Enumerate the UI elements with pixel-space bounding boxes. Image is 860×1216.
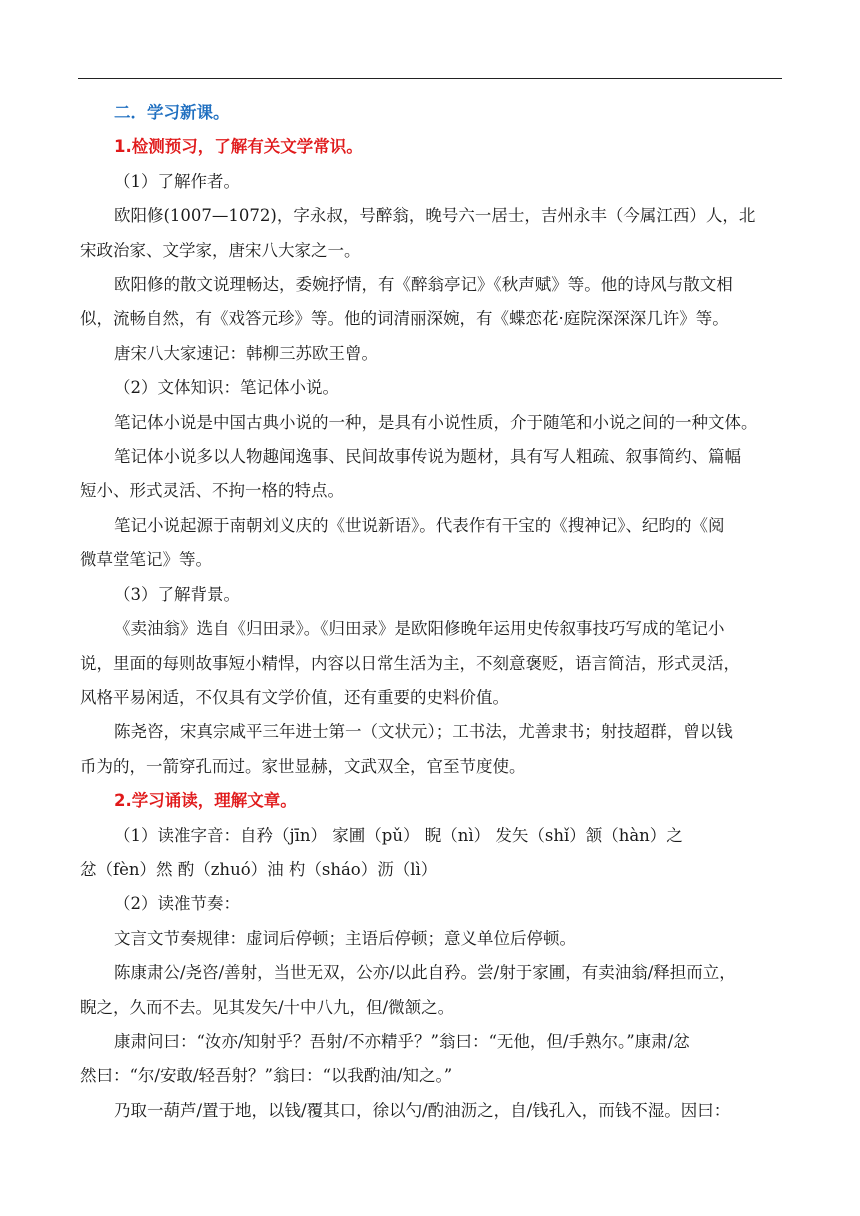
section-heading: 二．学习新课。 bbox=[114, 103, 230, 122]
paragraph-line: 乃取一葫芦/置于地，以钱/覆其口，徐以勺/酌油沥之，自/钱孔入，而钱不湿。因曰： bbox=[114, 1100, 731, 1120]
subsection-heading: 2.学习诵读，理解文章。 bbox=[114, 791, 297, 811]
paragraph-line: 似，流畅自然，有《戏答元珍》等。他的词清丽深婉，有《蝶恋花·庭院深深深几许》等。 bbox=[80, 309, 729, 329]
paragraph-line: 风格平易闲适，不仅具有文学价值，还有重要的史料价值。 bbox=[80, 687, 509, 707]
paragraph-line: 宋政治家、文学家，唐宋八大家之一。 bbox=[80, 240, 361, 260]
paragraph-line: 币为的，一箭穿孔而过。家世显赫，文武双全，官至节度使。 bbox=[80, 756, 526, 776]
paragraph-line: 笔记体小说多以人物趣闻逸事、民间故事传说为题材，具有写人粗疏、叙事简约、篇幅 bbox=[114, 447, 741, 467]
paragraph-line: 陈康肃公/尧咨/善射，当世无双，公亦/以此自矜。尝/射于家圃，有卖油翁/释担而立， bbox=[114, 963, 736, 983]
paragraph-line: 忿（fèn）然 酌（zhuó）油 杓（sháo）沥（lì） bbox=[80, 859, 438, 879]
subsection-heading: 1.检测预习，了解有关文学常识。 bbox=[114, 137, 363, 157]
paragraph-line: 唐宋八大家速记：韩柳三苏欧王曾。 bbox=[114, 343, 378, 363]
paragraph-line: 笔记小说起源于南朝刘义庆的《世说新语》。代表作有干宝的《搜神记》、纪昀的《阅 bbox=[114, 515, 725, 535]
paragraph-line: 陈尧咨，宋真宗咸平三年进士第一（文状元）；工书法，尤善隶书；射技超群，曾以钱 bbox=[114, 722, 733, 742]
paragraph-line: （2）读准节奏： bbox=[114, 894, 240, 914]
header-rule bbox=[78, 78, 782, 79]
paragraph-line: 然曰：“尔/安敢/轻吾射？”翁曰：“以我酌油/知之。” bbox=[80, 1066, 453, 1086]
paragraph-line: 短小、形式灵活、不拘一格的特点。 bbox=[80, 481, 344, 501]
paragraph-line: 睨之，久而不去。见其发矢/十中八九，但/微颔之。 bbox=[80, 997, 455, 1017]
paragraph-line: 说，里面的每则故事短小精悍，内容以日常生活为主，不刻意褒贬，语言简洁，形式灵活， bbox=[80, 653, 740, 673]
paragraph-line: 《卖油翁》选自《归田录》。《归田录》是欧阳修晚年运用史传叙事技巧写成的笔记小 bbox=[114, 619, 725, 639]
paragraph-line: 文言文节奏规律：虚词后停顿；主语后停顿；意义单位后停顿。 bbox=[114, 928, 576, 948]
paragraph-line: 康肃问曰：“汝亦/知射乎？吾射/不亦精乎？”翁曰：“无他，但/手熟尔。”康肃/忿 bbox=[114, 1031, 690, 1051]
paragraph-line: （1）读准字音：自矜（jīn） 家圃（pǔ） 睨（nì） 发矢（shǐ）颔（hàn）之 bbox=[114, 825, 683, 845]
paragraph-line: 欧阳修的散文说理畅达，委婉抒情，有《醉翁亭记》《秋声赋》等。他的诗风与散文相 bbox=[114, 275, 733, 295]
paragraph-line: （1）了解作者。 bbox=[114, 171, 240, 191]
paragraph-line: （3）了解背景。 bbox=[114, 584, 240, 604]
document-body bbox=[80, 96, 784, 1128]
paragraph-line: 微草堂笔记》等。 bbox=[80, 550, 212, 570]
paragraph-line: （2）文体知识：笔记体小说。 bbox=[114, 378, 339, 398]
paragraph-line: 笔记体小说是中国古典小说的一种，是具有小说性质，介于随笔和小说之间的一种文体。 bbox=[114, 412, 758, 432]
paragraph-line: 欧阳修(1007—1072)，字永叔，号醉翁，晚号六一居士，吉州永丰（今属江西）人，北 bbox=[114, 206, 756, 226]
